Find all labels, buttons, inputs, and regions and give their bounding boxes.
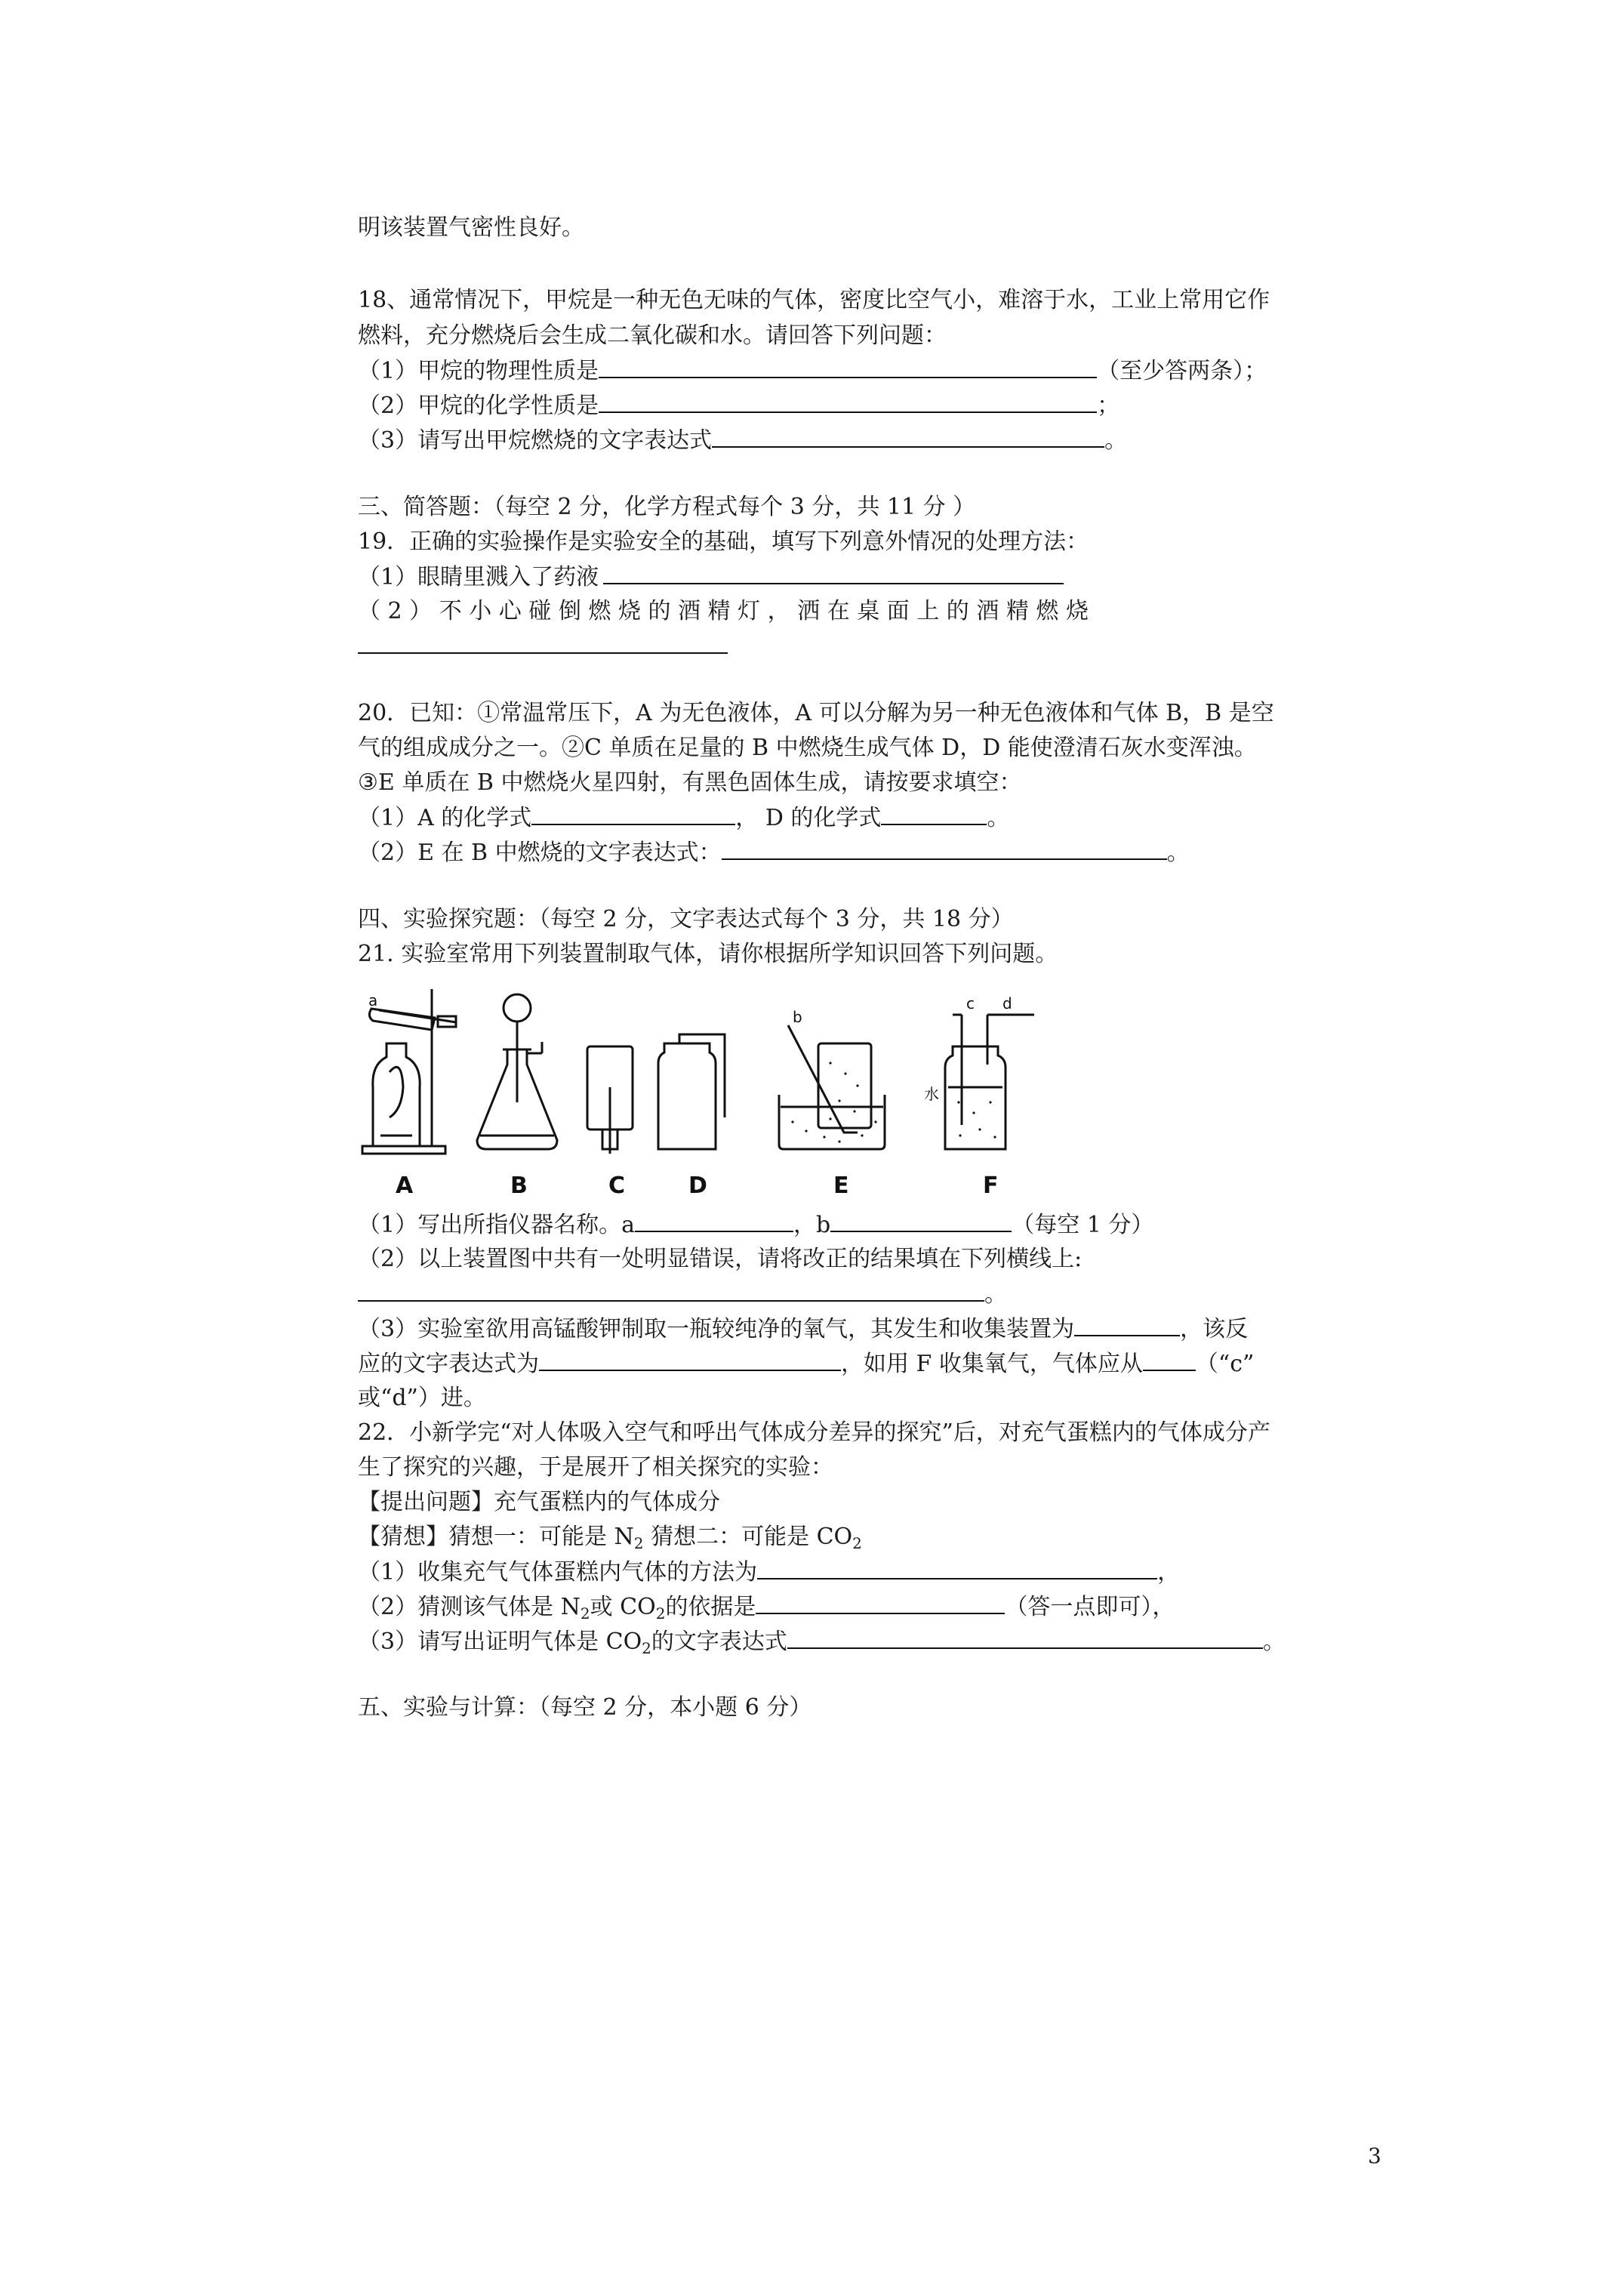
text: （2）猜测该气体是 N [358, 1594, 581, 1620]
figure-label-d: D [688, 1173, 707, 1199]
text: 的文字表达式 [651, 1629, 787, 1655]
text-line: 生了探究的兴趣，于是展开了相关探究的实验： [358, 1454, 833, 1481]
text: ，b [793, 1212, 831, 1238]
question-22-problem: 【提出问题】充气蛋糕内的气体成分 [358, 1489, 720, 1515]
text: 。 [1104, 427, 1128, 454]
answer-blank[interactable] [635, 1210, 793, 1232]
apparatus-b [477, 994, 557, 1149]
question-21-1 [358, 1210, 1153, 1240]
question-22-1 [358, 1557, 1180, 1587]
question-19-2: （ 2 ） 不 小 心 碰 倒 燃 烧 的 酒 精 灯 ， 洒 在 桌 面 上 的 酒 精 燃 烧 [358, 598, 1089, 624]
subscript: 2 [655, 1604, 666, 1623]
question-22-2 [358, 1592, 1175, 1622]
question-21-3-end: 或“d”）进。 [358, 1385, 486, 1411]
figure-label-e: E [833, 1173, 849, 1199]
question-18-stem: 18、通常情况下，甲烷是一种无色无味的气体，密度比空气小，难溶于水，工业上常用它作 [358, 287, 1270, 313]
answer-blank[interactable] [599, 356, 1097, 378]
figure-label-b: B [510, 1173, 528, 1199]
apparatus-e [779, 1025, 885, 1149]
apparatus-figure [356, 974, 1081, 1208]
page-number: 3 [1368, 2143, 1381, 2168]
answer-blank[interactable] [881, 803, 987, 825]
text: 。 [984, 1281, 1007, 1308]
figure-label-c: C [608, 1173, 626, 1199]
pointer-c-label: c [966, 994, 975, 1012]
question-20-stem: 20．已知：①常温常压下，A 为无色液体，A 可以分解为另一种无色液体和气体 B，B 是空 [358, 700, 1274, 726]
answer-blank[interactable] [1143, 1348, 1196, 1371]
text: 或 CO [590, 1594, 656, 1620]
answer-blank[interactable] [603, 562, 1064, 584]
text: （1）A 的化学式 [358, 805, 532, 831]
pointer-d-label: d [1002, 994, 1012, 1012]
text-line: 燃料，充分燃烧后会生成二氧化碳和水。请回答下列问题： [358, 322, 947, 349]
pointer-b-label: b [793, 1008, 802, 1026]
text: （每空 1 分） [1012, 1212, 1154, 1238]
answer-blank[interactable] [830, 1210, 1012, 1232]
section-5-heading: 五、实验与计算：（每空 2 分，本小题 6 分） [358, 1694, 812, 1721]
subscript: 2 [852, 1534, 862, 1552]
question-21-2: （2）以上装置图中共有一处明显错误，请将改正的结果填在下列横线上: [358, 1246, 1083, 1272]
text-line: 明该装置气密性良好。 [358, 214, 584, 241]
apparatus-a [362, 989, 456, 1154]
text: （至少答两条）； [1097, 358, 1267, 384]
question-21-stem: 21. 实验室常用下列装置制取气体，请你根据所学知识回答下列问题。 [358, 941, 1058, 967]
section-4-heading: 四、实验探究题：（每空 2 分，文字表达式每个 3 分，共 18 分） [358, 906, 1014, 932]
text: （3）请写出证明气体是 CO [358, 1629, 642, 1655]
answer-blank[interactable] [358, 631, 728, 654]
text: ， [1157, 1559, 1181, 1586]
figure-label-f: F [983, 1173, 999, 1199]
text: （答一点即可）， [1005, 1594, 1175, 1620]
answer-blank[interactable] [757, 1557, 1157, 1579]
pointer-a-label: a [368, 991, 378, 1009]
text: （3）实验室欲用高锰酸钾制取一瓶较纯净的氧气，其发生和收集装置为 [358, 1316, 1075, 1342]
question-18-3 [358, 425, 1127, 455]
question-18-2 [358, 390, 1119, 421]
text: ，如用 F 收集氧气，气体应从 [841, 1351, 1143, 1377]
text: （“c” [1195, 1351, 1255, 1377]
apparatus-f [945, 1015, 1034, 1149]
text: ，该反 [1180, 1316, 1249, 1342]
answer-blank[interactable] [1074, 1314, 1180, 1336]
text: 。 [1262, 1629, 1286, 1655]
text: （1）写出所指仪器名称。a [358, 1212, 635, 1238]
text-line: 气的组成成分之一。②C 单质在足量的 B 中燃烧生成气体 D，D 能使澄清石灰水变浑浊。 [358, 735, 1257, 761]
subscript: 2 [633, 1534, 644, 1552]
text: 猜想二：可能是 CO [643, 1524, 853, 1550]
answer-blank[interactable] [756, 1592, 1005, 1614]
answer-blank[interactable] [722, 837, 1167, 860]
question-21-3 [358, 1314, 1248, 1344]
apparatus-d [658, 1034, 725, 1149]
question-22-stem: 22．小新学完“对人体吸入空气和呼出气体成分差异的探究”后，对充气蛋糕内的气体成分产 [358, 1419, 1270, 1446]
text: （3）请写出甲烷燃烧的文字表达式 [358, 427, 713, 454]
question-22-3 [358, 1626, 1286, 1657]
text: ； [1097, 393, 1120, 419]
text: 。 [1166, 840, 1190, 866]
answer-blank[interactable] [358, 1279, 984, 1302]
question-21-3-cont [358, 1348, 1254, 1379]
text: 应的文字表达式为 [358, 1351, 539, 1377]
subscript: 2 [642, 1639, 651, 1657]
apparatus-c [587, 1046, 633, 1154]
answer-blank[interactable] [712, 425, 1104, 448]
answer-blank[interactable] [599, 390, 1097, 413]
text: （1）甲烷的物理性质是 [358, 358, 599, 384]
text: ， D 的化学式 [735, 805, 882, 831]
question-22-guess [358, 1522, 862, 1552]
figure-label-a: A [396, 1173, 414, 1199]
answer-blank[interactable] [531, 803, 735, 825]
question-21-2-answer [358, 1279, 1007, 1309]
text: （2）E 在 B 中燃烧的文字表达式： [358, 840, 722, 866]
question-19-2-answer [358, 631, 728, 661]
water-label: 水 [924, 1085, 939, 1103]
question-19-1 [358, 562, 1064, 592]
text: （2）甲烷的化学性质是 [358, 393, 599, 419]
question-18-1 [358, 356, 1267, 386]
section-3-heading: 三、简答题：（每空 2 分，化学方程式每个 3 分，共 11 分 ） [358, 494, 976, 520]
question-19-stem: 19．正确的实验操作是实验安全的基础，填写下列意外情况的处理方法： [358, 529, 1089, 555]
text: （1）收集充气气体蛋糕内气体的方法为 [358, 1559, 758, 1586]
question-20-1 [358, 803, 1009, 833]
question-20-2 [358, 837, 1190, 868]
text: 。 [987, 805, 1010, 831]
text: （1）眼睛里溅入了药液 [358, 564, 599, 590]
text: 【猜想】猜想一：可能是 N [358, 1524, 634, 1550]
subscript: 2 [580, 1604, 590, 1623]
text: 的依据是 [665, 1594, 756, 1620]
answer-blank[interactable] [539, 1348, 841, 1371]
text-line: ③E 单质在 B 中燃烧火星四射，有黑色固体生成，请按要求填空： [358, 769, 1022, 796]
answer-blank[interactable] [787, 1626, 1263, 1649]
